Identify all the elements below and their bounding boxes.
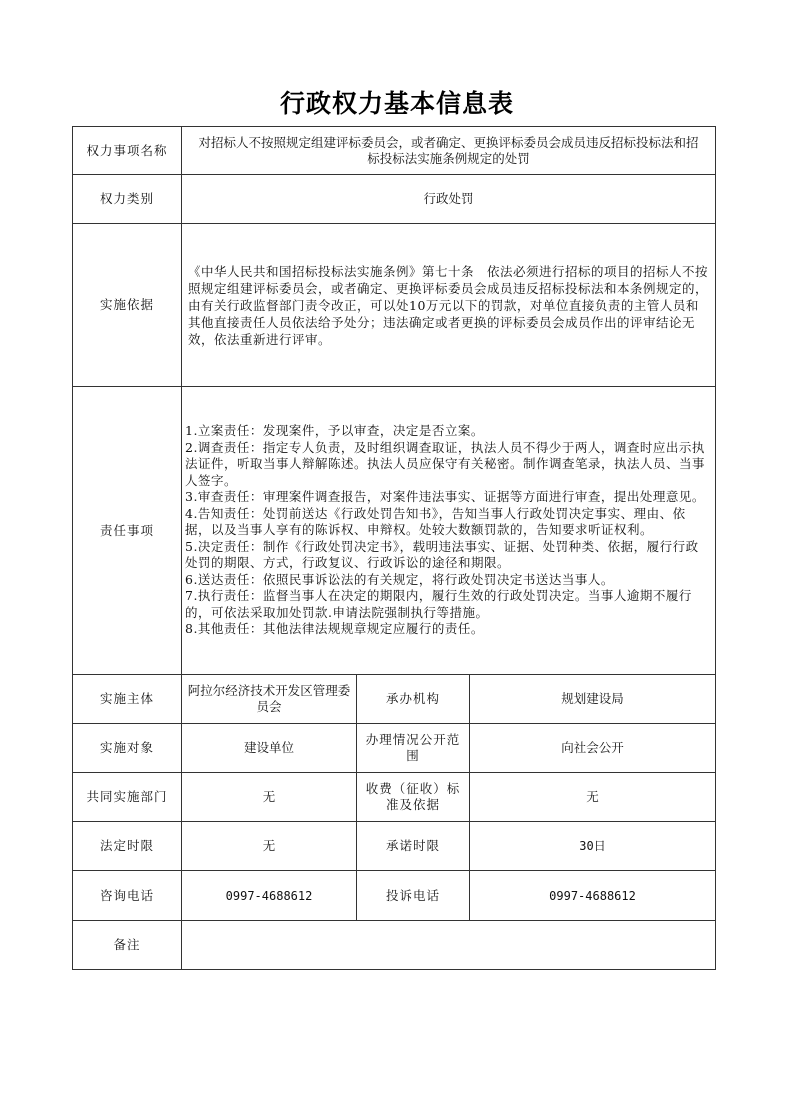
row-time-limit: [73, 822, 716, 871]
promised-time-limit-label: 承诺时限: [357, 822, 470, 871]
responsibility-item: 3.审查责任：审理案件调查报告，对案件违法事实、证据等方面进行审查，提出处理意见。: [185, 489, 705, 505]
responsibilities-list: [182, 387, 716, 675]
remarks-label: 备注: [73, 921, 182, 970]
row-power-category: [73, 175, 716, 224]
fee-standard-value: 无: [470, 773, 716, 822]
row-target: [73, 724, 716, 773]
disclosure-scope-value: 向社会公开: [470, 724, 716, 773]
handling-agency-label: 承办机构: [357, 675, 470, 724]
responsibility-item: 4.告知责任：处罚前送达《行政处罚告知书》，告知当事人行政处罚决定事实、理由、依据，以及当事人享有的陈诉权、申辩权。处较大数额罚款的，告知要求听证权利。: [185, 505, 686, 538]
joint-dept-value: 无: [182, 773, 357, 822]
power-category-label: 权力类别: [73, 175, 182, 224]
handling-agency-value: 规划建设局: [470, 675, 716, 724]
implementing-body-value: 阿拉尔经济技术开发区管理委员会: [182, 675, 357, 724]
row-joint-dept: [73, 773, 716, 822]
disclosure-scope-label: 办理情况公开范围: [357, 724, 470, 773]
responsibility-item: 2.调查责任：指定专人负责，及时组织调查取证，执法人员不得少于两人，调查时应出示执法证件，听取当事人辩解陈述。执法人员应保守有关秘密。制作调查笔录，执法人员、当事人签字。: [185, 439, 706, 488]
complaint-phone-value: 0997-4688612: [470, 871, 716, 921]
page-title: 行政权力基本信息表: [279, 89, 514, 118]
responsibility-item: 5.决定责任：制作《行政处罚决定书》，载明违法事实、证据、处罚种类、依据，履行行政处罚的期限、方式，行政复议、行政诉讼的途径和期限。: [185, 538, 699, 571]
target-value: 建设单位: [182, 724, 357, 773]
complaint-phone-label: 投诉电话: [357, 871, 470, 921]
responsibility-item: 8.其他责任：其他法律法规规章规定应履行的责任。: [185, 621, 484, 637]
implementing-body-label: 实施主体: [73, 675, 182, 724]
fee-standard-label: 收费（征收）标准及依据: [357, 773, 470, 822]
responsibility-item: 1.立案责任：发现案件，予以审查，决定是否立案。: [185, 423, 484, 439]
row-legal-basis: [73, 224, 716, 387]
consult-phone-value: 0997-4688612: [182, 871, 357, 921]
row-phones: [73, 871, 716, 921]
legal-time-limit-label: 法定时限: [73, 822, 182, 871]
responsibilities-label: 责任事项: [73, 387, 182, 675]
row-remarks: [73, 921, 716, 970]
target-label: 实施对象: [73, 724, 182, 773]
promised-time-limit-value: 30日: [470, 822, 716, 871]
legal-time-limit-value: 无: [182, 822, 357, 871]
legal-basis-label: 实施依据: [73, 224, 182, 387]
power-name-label: 权力事项名称: [73, 127, 182, 175]
row-power-name: [73, 127, 716, 175]
power-name-value: 对招标人不按照规定组建评标委员会，或者确定、更换评标委员会成员违反招标投标法和招标投标法实施条例规定的处罚: [182, 127, 716, 175]
power-category-value: 行政处罚: [182, 175, 716, 224]
remarks-value: [182, 921, 716, 970]
row-implementing-body: [73, 675, 716, 724]
legal-basis-value: 《中华人民共和国招标投标法实施条例》第七十条 依法必须进行招标的项目的招标人不按照规定组建评标委员会，或者确定、更换评标委员会成员违反招标投标法和本条例规定的，由有关行政监督部门责令改正，可以处10万元以下的罚款，对单位直接负责的主管人员和其他直接责任人员依法给予处分；违法确定或者更换的评标委员会成员作出的评审结论无效，依法重新进行评审。: [182, 224, 716, 387]
joint-dept-label: 共同实施部门: [73, 773, 182, 822]
responsibility-item: 7.执行责任：监督当事人在决定的期限内，履行生效的行政处罚决定。当事人逾期不履行的，可依法采取加处罚款.申请法院强制执行等措施。: [185, 588, 692, 620]
row-responsibilities: [73, 387, 716, 675]
info-table: [72, 126, 716, 970]
consult-phone-label: 咨询电话: [73, 871, 182, 921]
responsibility-item: 6.送达责任：依照民事诉讼法的有关规定，将行政处罚决定书送达当事人。: [185, 571, 614, 587]
